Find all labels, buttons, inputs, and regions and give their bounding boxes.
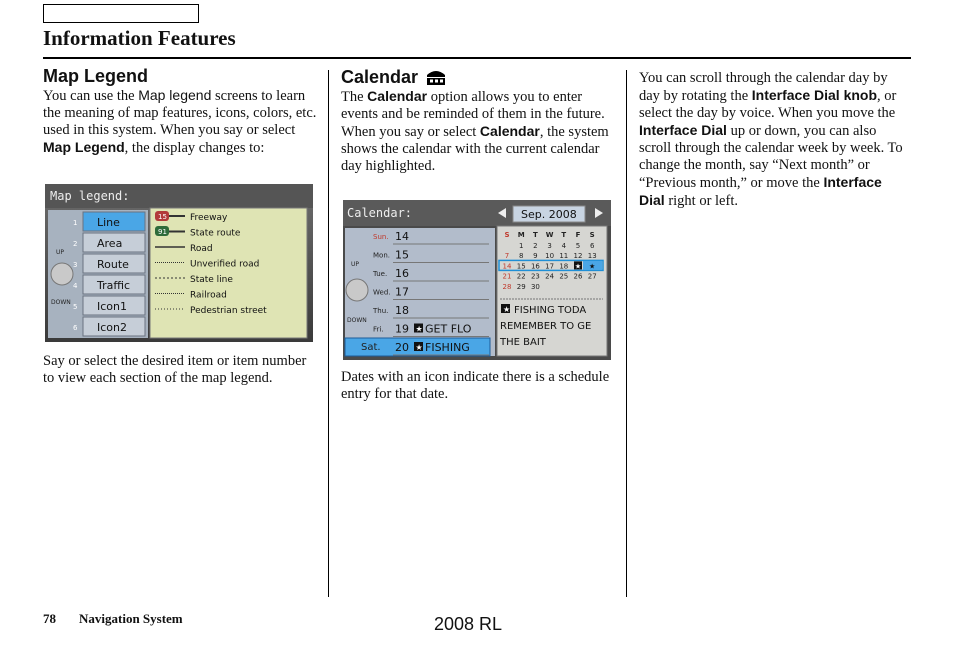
star-glyph: ★ bbox=[503, 305, 511, 314]
calendar-date-cell[interactable]: 18 bbox=[559, 262, 569, 271]
map-legend-tab-number: 6 bbox=[73, 324, 78, 332]
calendar-day-date[interactable]: 16 bbox=[395, 267, 409, 280]
text-run: Interface Dial knob bbox=[751, 87, 878, 103]
column-divider-1 bbox=[328, 70, 329, 597]
map-legend-intro bbox=[43, 87, 318, 157]
calendar-screen-title: Calendar: bbox=[347, 206, 413, 220]
calendar-date-cell[interactable]: 8 bbox=[518, 252, 524, 261]
voice-command-icon bbox=[424, 68, 448, 86]
map-legend-screen-title: Map legend: bbox=[50, 189, 130, 203]
legend-entry-label: State route bbox=[190, 228, 241, 239]
calendar-date-cell[interactable]: 12 bbox=[573, 252, 583, 261]
text-run: Map legend bbox=[138, 87, 212, 103]
text-run: The bbox=[341, 89, 368, 105]
interface-dial-icon bbox=[346, 279, 368, 301]
footer-section-name: Navigation System bbox=[79, 611, 183, 626]
calendar-day-date[interactable]: 14 bbox=[395, 230, 409, 243]
map-legend-section bbox=[43, 68, 318, 157]
interface-dial-icon bbox=[51, 263, 73, 285]
map-legend-tab-label: Route bbox=[97, 258, 129, 271]
map-legend-tab-label: Area bbox=[97, 237, 123, 250]
map-legend-tab-label: Icon2 bbox=[97, 321, 127, 334]
text-run: , the system shows the calendar with the current calendar day highlighted. bbox=[341, 124, 609, 174]
calendar-date-cell[interactable]: 11 bbox=[559, 252, 569, 261]
calendar-section bbox=[341, 68, 616, 175]
calendar-day-name: Sat. bbox=[361, 342, 381, 353]
header-divider bbox=[43, 57, 911, 59]
down-label: DOWN bbox=[347, 317, 367, 324]
calendar-day-name: Wed. bbox=[373, 288, 391, 297]
calendar-date-cell[interactable]: 6 bbox=[589, 242, 595, 250]
calendar-date-cell[interactable]: 1 bbox=[518, 242, 524, 250]
calendar-weekday-header: M bbox=[517, 231, 525, 239]
calendar-date-cell[interactable]: 21 bbox=[502, 272, 512, 281]
map-legend-screenshot bbox=[45, 184, 313, 342]
calendar-date-cell[interactable]: 7 bbox=[504, 252, 510, 261]
calendar-heading-text: Calendar bbox=[341, 67, 419, 87]
map-legend-tab-number: 3 bbox=[73, 261, 78, 269]
calendar-weekday-header: T bbox=[561, 231, 567, 239]
legend-entry-label: Railroad bbox=[190, 290, 227, 301]
calendar-date-cell[interactable]: 30 bbox=[530, 282, 540, 291]
calendar-note-line-2: REMEMBER TO GE bbox=[500, 321, 592, 332]
calendar-day-name: Mon. bbox=[373, 251, 390, 260]
map-legend-tab-number: 2 bbox=[73, 240, 78, 248]
text-run: Calendar bbox=[479, 123, 540, 139]
legend-entry-label: Pedestrian street bbox=[190, 306, 267, 316]
calendar-date-cell[interactable]: 3 bbox=[547, 242, 552, 250]
text-run: You can scroll through the calendar day by day by rotating the bbox=[639, 70, 888, 104]
calendar-weekday-header: S bbox=[589, 231, 595, 239]
calendar-date-cell[interactable]: 14 bbox=[502, 262, 512, 271]
map-legend-footnote bbox=[43, 353, 318, 387]
map-legend-tab-label: Line bbox=[97, 216, 120, 229]
state-route-shield-number: 91 bbox=[158, 228, 167, 236]
map-legend-tab-label: Traffic bbox=[97, 279, 131, 292]
page-title: Information Features bbox=[43, 26, 236, 50]
calendar-date-cell[interactable]: 10 bbox=[545, 252, 555, 261]
calendar-weekday-header: S bbox=[504, 231, 510, 239]
calendar-scroll-text bbox=[639, 70, 911, 210]
calendar-weekday-header: F bbox=[575, 231, 581, 239]
page-number: 78 bbox=[43, 611, 56, 626]
calendar-scroll-section bbox=[639, 70, 911, 210]
calendar-date-cell[interactable]: 2 bbox=[533, 242, 538, 250]
text-run: You can use the bbox=[43, 88, 139, 104]
calendar-day-date[interactable]: 20 bbox=[395, 341, 409, 354]
calendar-month: Sep. 2008 bbox=[521, 208, 577, 221]
calendar-day-name: Tue. bbox=[373, 270, 388, 278]
star-glyph: ★ bbox=[415, 343, 423, 352]
up-label: UP bbox=[351, 261, 360, 268]
legend-entry-label: Road bbox=[190, 244, 213, 254]
calendar-date-cell[interactable]: 17 bbox=[545, 262, 555, 271]
calendar-weekday-header: T bbox=[533, 231, 538, 239]
calendar-date-cell[interactable]: 4 bbox=[561, 242, 567, 250]
calendar-day-name: Fri. bbox=[373, 325, 384, 334]
calendar-screenshot bbox=[343, 200, 611, 360]
text-run: up or down, you can also scroll through the calendar week by week. To change the month, say “Next month” or “Previous month,” or move the bbox=[639, 123, 903, 191]
footer-model: 2008 RL bbox=[434, 614, 503, 634]
calendar-date-cell[interactable]: 22 bbox=[516, 272, 526, 281]
calendar-date-cell[interactable]: 27 bbox=[587, 272, 597, 281]
legend-entry-label: Unverified road bbox=[190, 259, 260, 270]
calendar-heading bbox=[341, 68, 616, 86]
freeway-shield-number: 15 bbox=[158, 213, 167, 221]
calendar-date-cell[interactable]: 9 bbox=[533, 252, 538, 261]
map-legend-tab-number: 4 bbox=[73, 282, 78, 290]
calendar-note-line-1: FISHING TODA bbox=[514, 305, 587, 316]
legend-entry-label: Freeway bbox=[190, 213, 228, 223]
star-glyph: ★ bbox=[415, 324, 423, 334]
calendar-day-date[interactable]: 15 bbox=[395, 248, 409, 262]
calendar-date-cell[interactable]: 24 bbox=[545, 272, 555, 281]
calendar-date-cell[interactable]: 28 bbox=[502, 282, 512, 291]
text-run: right or left. bbox=[664, 193, 738, 209]
map-legend-tab-number: 5 bbox=[73, 303, 78, 311]
calendar-day-entry: FISHING bbox=[425, 341, 470, 354]
calendar-date-cell[interactable]: 23 bbox=[530, 272, 540, 281]
calendar-note-line-3: THE BAIT bbox=[500, 337, 546, 348]
map-legend-tab-number: 1 bbox=[73, 219, 78, 227]
calendar-day-date[interactable]: 19 bbox=[395, 322, 409, 336]
header-tab-box bbox=[43, 4, 199, 23]
map-legend-tab-label: Icon1 bbox=[97, 300, 127, 313]
calendar-date-cell[interactable]: 25 bbox=[559, 272, 569, 281]
legend-entry-label: State line bbox=[190, 275, 233, 285]
calendar-day-name: Thu. bbox=[373, 307, 389, 315]
calendar-date-cell[interactable]: 15 bbox=[516, 262, 526, 271]
text-run: Interface Dial bbox=[639, 122, 727, 138]
text-run: option allows you to enter events and be reminded of them in the future. When you say or select bbox=[341, 89, 605, 140]
calendar-date-cell[interactable]: 29 bbox=[516, 282, 526, 291]
calendar-icon-explanation: Dates with an icon indicate there is a schedule entry for that date. bbox=[341, 369, 610, 402]
calendar-date-cell[interactable]: 16 bbox=[530, 262, 540, 271]
calendar-intro bbox=[341, 88, 616, 175]
text-run: Map Legend bbox=[43, 139, 125, 155]
star-glyph: ★ bbox=[574, 262, 582, 271]
calendar-date-cell[interactable]: 13 bbox=[587, 252, 597, 261]
text-run: Calendar bbox=[367, 88, 428, 104]
calendar-day-date[interactable]: 17 bbox=[395, 285, 409, 299]
up-label: UP bbox=[56, 249, 65, 256]
down-label: DOWN bbox=[51, 299, 71, 306]
text-run: Interface Dial bbox=[639, 174, 882, 208]
calendar-day-entry: GET FLO bbox=[425, 322, 472, 336]
calendar-day-date[interactable]: 18 bbox=[395, 304, 409, 317]
map-legend-heading: Map Legend bbox=[43, 66, 149, 86]
column-divider-2 bbox=[626, 70, 627, 597]
calendar-date-cell[interactable]: 26 bbox=[573, 272, 583, 281]
text-run: , or select the day by voice. When you move the bbox=[639, 88, 897, 121]
calendar-footnote bbox=[341, 369, 616, 403]
calendar-day-name: Sun. bbox=[373, 233, 389, 241]
star-glyph: ★ bbox=[589, 262, 596, 271]
calendar-date-cell[interactable]: 5 bbox=[575, 242, 581, 250]
calendar-weekday-header: W bbox=[545, 231, 554, 239]
map-legend-instruction: Say or select the desired item or item number to view each section of the map legend. bbox=[43, 353, 307, 386]
text-run: screens to learn the meaning of map features, icons, colors, etc. used in this system. When you say or select bbox=[43, 88, 317, 138]
text-run: , the display changes to: bbox=[124, 140, 265, 156]
